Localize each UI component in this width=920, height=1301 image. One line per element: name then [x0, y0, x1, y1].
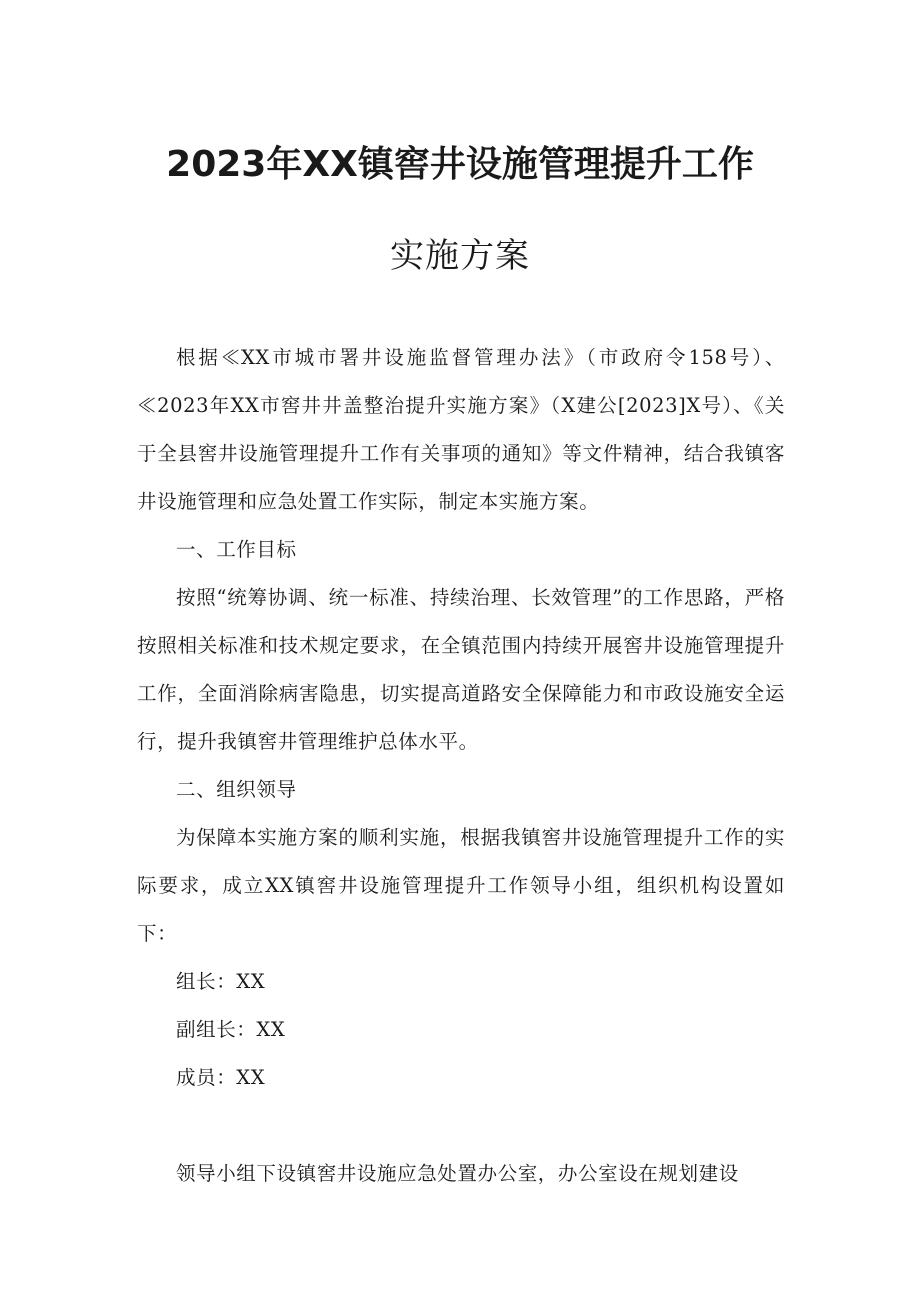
- office-paragraph: 领导小组下设镇窖井设施应急处置办公室，办公室设在规划建设: [176, 1162, 739, 1185]
- member-leader: 组长：XX: [176, 970, 266, 993]
- section2-heading: 二、组织领导: [176, 778, 297, 801]
- paragraph-gap: [137, 1102, 785, 1150]
- member-deputy-leader: 副组长：XX: [176, 1018, 286, 1041]
- document-title-line2: 实施方案: [390, 236, 530, 276]
- member-members: 成员：XX: [176, 1066, 266, 1089]
- section1-heading: 一、工作目标: [176, 538, 297, 561]
- intro-paragraph: 根据≪XX市城市署井设施监督管理办法》（市政府令158号）、≪2023年XX市窖井井盖整治提升实施方案》（X建公[2023]X号）、《关于全县窖井设施管理提升工作有关事项的通知》等文件精神，结合我镇客井设施管理和应急处置工作实际，制定本实施方案。: [137, 346, 785, 513]
- section2-paragraph: 为保障本实施方案的顺利实施，根据我镇窖井设施管理提升工作的实际要求，成立XX镇窖井设施管理提升工作领导小组，组织机构设置如下：: [137, 826, 785, 945]
- document-body: [137, 334, 785, 1198]
- section1-paragraph: 按照“统筹协调、统一标准、持续治理、长效管理”的工作思路，严格按照相关标准和技术规定要求，在全镇范围内持续开展窖井设施管理提升工作，全面消除病害隐患，切实提高道路安全保障能力和市政设施安全运行，提升我镇窖井管理维护总体水平。: [137, 586, 785, 753]
- document-title-line1: 2023年XX镇窖井设施管理提升工作: [166, 144, 754, 185]
